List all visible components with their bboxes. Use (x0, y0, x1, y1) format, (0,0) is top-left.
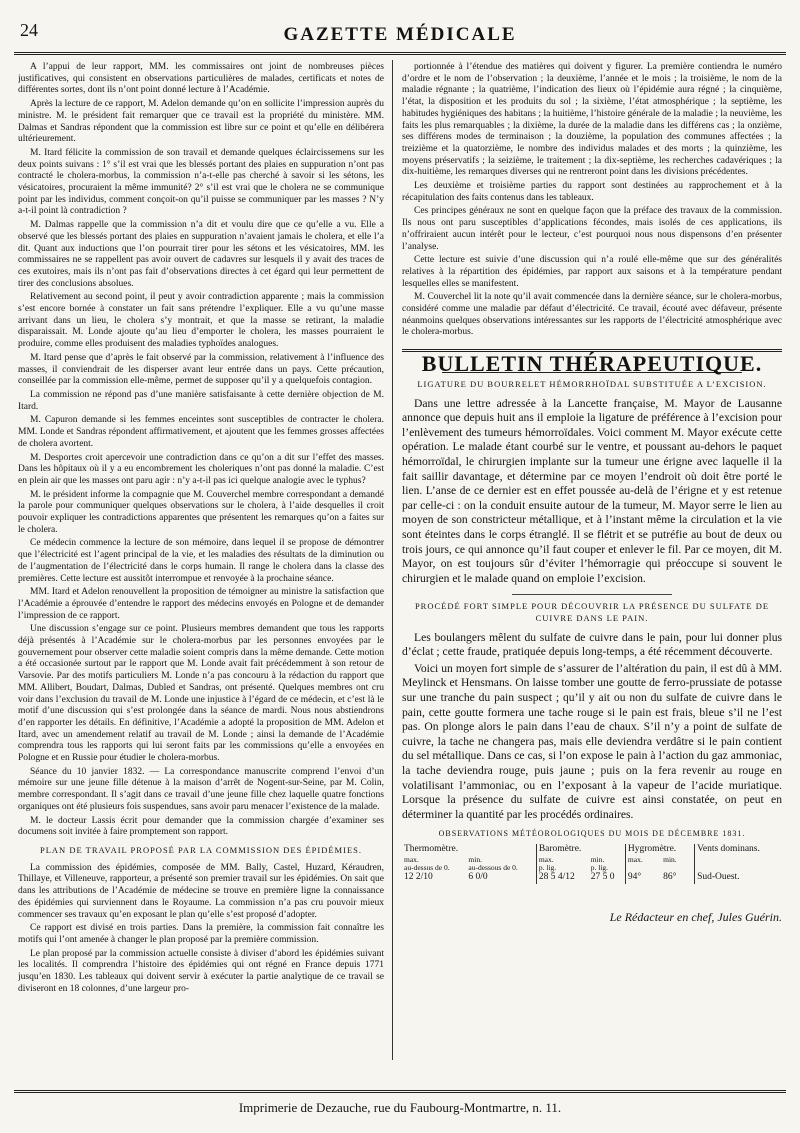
baro-max-label: max. p. lig. (536, 856, 588, 872)
baro-min-label: min. p. lig. (590, 854, 609, 872)
paragraph: M. Desportes croit apercevoir une contradiction dans ce qu’on a dit sur l’effet des masses. Dans les hôpitaux où il y a eu encombrement les choleriques n’ont pas donné la maladie. C’est en plein air que les masses ont paru agir : n’y a-t-il pas ici quelque analogie avec le typhus? (18, 452, 384, 486)
paragraph: M. Couverchel lit la note qu’il avait commencée dans la dernière séance, sur le cholera-morbus, considéré comme une maladie par défaut d’électricité. Ce travail, écouté avec défaveur, présente néanmoins quelques observations intéressantes sur les rapports de l’électricité atmosphérique avec le cholera-morbus. (402, 292, 782, 338)
therm-min-value: 6 0/0 (468, 871, 488, 882)
paragraph: Le plan proposé par la commission actuelle consiste à diviser d’abord les épidémies suivant les localités. Il comprendra l’histoire des épidémies qui ont régné en France depuis 1771 jusqu’en 1830. Les tableaux qui doivent servir à exécuter la partie analytique de ce travail se diviseront en 18 colonnes, d’une largeur pro- (18, 948, 384, 994)
paragraph: Ce médecin commence la lecture de son mémoire, dans lequel il se propose de démontrer que l’électricité est l’agent principal de la vie, et les maladies des résultats de la diminution ou de l’augmentation de l’électricité dans le corps humain. Il range le cholera dans la classe des premières. Cette lecture est aussitôt interrompue et renvoyée à la prochaine séance. (18, 538, 384, 584)
paragraph: Les boulangers mêlent du sulfate de cuivre dans le pain, pour lui donner plus d’éclat ; cette fraude, pratiquée depuis long-temps, a été récemment découverte. (402, 630, 782, 659)
paragraph: MM. Itard et Adelon renouvellent la proposition de témoigner au ministre la satisfaction que l’Académie a éprouvée d’entendre le rapport des médecins envoyés en Pologne et de demander l’impression de ce rapport. (18, 587, 384, 621)
observations-title: OBSERVATIONS MÉTÉOROLOGIQUES DU MOIS DE DÉCEMBRE 1831. (438, 829, 746, 839)
paragraph: M. Dalmas rappelle que la commission n’a dit et voulu dire que ce qu’elle a vu. Elle a observé que les blessés portant des plaies en suppuration n’avaient jamais le cholera, et elle l’a dit. Quant aux inductions que l’on pourrait tirer pour les sétons et les vésicatoires, MM. les commissaires ne se rappellent pas avoir ouvert de cadavres sur lesquels il y avait des traces de ces exutoires, mais ils n’ont pas fait d’observations directes à cet égard qui leur permettent de tirer des conclusions absolues. (18, 220, 384, 289)
bulletin-title: BULLETIN THÉRAPEUTIQUE. (421, 351, 763, 377)
column-divider (392, 60, 393, 1060)
hygro-min-value: 86° (663, 871, 677, 882)
paragraph: Cette lecture est suivie d’une discussion qui n’a roulé elle-même que sur des généralités relatives à la répartition des épidémies, par rapport aux saisons et à la température pendant lesquelles elles se manifestent. (402, 255, 782, 289)
ligature-heading: LIGATURE DU BOURRELET HÉMORRHOÏDAL SUBSTITUÉE A L’EXCISION. (417, 378, 767, 389)
separator-rule (512, 594, 672, 595)
therm-max-value: 12 2/10 (404, 871, 433, 882)
right-column (402, 62, 782, 1062)
weather-table (402, 844, 782, 883)
paragraph: Après la lecture de ce rapport, M. Adelon demande qu’on en sollicite l’impression auprès du ministre. M. le président fait remarquer que ce travail est la propriété du ministère. MM. Dalmas et Sandras répondent que la commission est libre sur ce point et qu’elle en délibérera ultérieurement. (18, 99, 384, 145)
hygro-min-label: min. (663, 854, 677, 864)
paragraph: Ces principes généraux ne sont en quelque façon que la préface des travaux de la commission. Ils nous ont paru susceptibles d’applications fécondes, mais isolés de ces applications, ils n’offriraient aucun intérêt pour le lecteur, c’est pourquoi nous nous dispensons d’en présenter l’analyse. (402, 206, 782, 252)
therm-sub-max: au-dessus de 0. (404, 862, 450, 872)
signature: Le Rédacteur en chef, Jules Guérin. (609, 909, 782, 924)
header-rule (14, 52, 786, 55)
vents-label: Vents dominans. (695, 844, 782, 856)
ligature-text: Dans une lettre adressée à la Lancette française, M. Mayor de Lausanne annonce que depuis huit ans il emploie la ligature de préférence à l’excision pour l’enlèvement des tumeurs hémorroïdales. Voici comment M. Mayor exécute cette opération. Le malade étant courbé sur le ventre, et poussant au-dehors le paquet hémorroïdal, le chirurgien implante sur la tumeur une érigne avec laquelle il la fait saillir davantage, et détermine par ce moyen l’endroit où doit être porté le lien. L’anse de ce dernier est en effet poussée au-delà de l’érigne et y est retenue par celle-ci : on la conduit ensuite autour de la tumeur, M. Mayor serre le lien au moyen de son constricteur métallique, et à l’instant même la circulation et la vie sont éteintes dans le corps étranglé. Il se flétrit et se putréfie au bout de deux ou trois jours, ce qui annonce qu’il faut couper et enlever le fil. Par ce moyen, dit M. Mayor, on est toujours sûr d’éviter l’hémorragie qui préoccupe si souvent le chirurgien et le malade quand on emploie l’excision. (402, 396, 782, 585)
paragraph: M. le président informe la compagnie que M. Couverchel membre correspondant a demandé la parole pour communiquer quelques observations sur le cholera, à l’aide desquelles il croit pouvoir expliquer les contradictions apparentes que présentent les remarques qu’on a faites sur le cholera. (18, 489, 384, 535)
thermometre-label: Thermomètre. (404, 844, 459, 855)
paragraph: M. Capuron demande si les femmes enceintes sont susceptibles de contracter le cholera. MM. Londe et Sandras répondent affirmativement, et ajoutent que les femmes grosses affectées de cholera avortent. (18, 415, 384, 449)
hygro-max-label: max. (625, 856, 661, 872)
hygrometre-label: Hygromètre. (625, 844, 694, 856)
paragraph: La commission ne répond pas d’une manière satisfaisante à cette dernière objection de M. Itard. (18, 389, 384, 412)
left-column (18, 62, 384, 1062)
paragraph: M. le docteur Lassis écrit pour demander que la commission chargée d’examiner ses documens soit invitée à faire promptement son rapport. (18, 815, 384, 838)
baro-min-value: 27 5 0 (590, 871, 615, 882)
page-number: 24 (20, 20, 38, 40)
section-heading-plan: PLAN DE TRAVAIL PROPOSÉ PAR LA COMMISSION DES ÉPIDÉMIES. (40, 845, 362, 855)
paragraph: Ce rapport est divisé en trois parties. Dans la première, la commission fait connaître les motifs qui l’ont amenée à changer le plan proposé par la première commission. (18, 923, 384, 945)
paragraph: Une discussion s’engage sur ce point. Plusieurs membres demandent que tous les rapports déjà présentés à l’Académie sur le cholera-morbus par les personnes envoyées par le gouvernement pour observer cette maladie soient compris dans la même demande. Cette motion a été occasionée surtout par le rapport que M. Londe avait fait précédemment à son retour de Varsovie. Par des motifs particuliers M. Londe n’a pas concouru à la rédaction du rapport que MM. Allibert, Boudart, Dalmas, Dubled et Sandras, ont présenté. Quelques membres ont cru voir dans l’exclusion du travail de M. Londe une injustice à l’égard de ce médecin, et c’est là le motif d’une discussion qui s’est prolongée dans la séance de mardi. Nous nous abstiendrons d’en rapporter les détails. En définitive, l’Académie a adopté la proposition de MM. Adelon et Itard, avec un amendement relatif au travail de M. Londe ; ainsi la demande de l’Académie comprendra tous les rapports qui lui seront faits par les commissions qu’elle a envoyées en Pologne et en Russie pour étudier le cholera-morbus. (18, 624, 384, 764)
vents-value: Sud-Ouest. (695, 872, 782, 884)
paragraph: Séance du 10 janvier 1832. — La correspondance manuscrite comprend l’envoi d’un mémoire sur une jeune fille détenue à la maison d’arrêt de Nogent-sur-Seine, par M. Colin, membre correspondant. Il s’agit dans ce travail d’une jeune fille chez laquelle quatre fonctions organiques ont été plusieurs fois suspendues, sans avoir paru menacer l’existence de la malade. (18, 766, 384, 812)
hygro-max-value: 94° (625, 872, 661, 884)
paragraph: La commission des épidémies, composée de MM. Bally, Castel, Huzard, Kéraudren, Thillaye, et Villeneuve, rapporteur, a présenté son premier travail sur les épidémies. On sait que dans les attributions de l’Académie de médecine se trouve en première ligne la connaissance des épidémies qui surviennent dans le Royaume. La commission n’a pas cru pouvoir mieux commencer ses travaux qu’en exposant le plan qu’elle s’est proposé d’adopter. (18, 862, 384, 920)
imprint: Imprimerie de Dezauche, rue du Faubourg-Montmartre, n. 11. (238, 1100, 562, 1115)
paragraph: portionnée à l’étendue des matières qui doivent y figurer. La première contiendra le numéro d’ordre et le nom de l’observation ; la deuxième, l’année et le mois ; la troisième, le nom de la maladie régnante ; la quatrième, l’indication des lieux où l’épidémie aura régné ; la cinquième, l’état, la disposition et les produits du sol ; la sixième, l’état atmosphérique ; la septième, les habitudes hygiéniques des habitans ; la huitième, l’histoire générale de la maladie ; la neuvième, les faits les plus remarquables ; la dixième, la durée de la maladie dans les différens cas ; la onzième, ses différens modes de terminaison ; la douzième, la population des communes affectées ; la treizième et la quatorzième, le nombre des individus malades et des morts ; la quinzième, les moyens préservatifs ; la seizième, le traitement ; la dix-septième, les recherches cadavériques ; la dix-huitième, les remarques diverses qui ne rentreront point dans les divisions précédentes. (402, 62, 782, 178)
therm-max-label: max. au-dessus de 0. (404, 854, 450, 872)
paragraph: M. Itard félicite la commission de son travail et demande quelques éclaircissemens sur les deux points suivans : 1° s’il est vrai que les blessés portant des plaies en suppuration n’ont pas contracté le cholera-morbus, la commission n’a-t-elle pas cherché à savoir si les sétons, les vésicatoires, procuraient la même immunité? 2° s’il est vrai que le cholera ne se communique point par les individus, comment conçoit-on qu’il puisse se communiquer par les masses ? N’y a-t-il point là contradiction ? (18, 147, 384, 217)
barometre-label: Baromètre. (536, 844, 625, 856)
paragraph: Voici un moyen fort simple de s’assurer de l’altération du pain, il est dû à MM. Meylinck et Hensmans. On laisse tomber une goutte de ferro-prussiate de potasse sur une tranche du pain suspect ; qu’il y ait ou non du sulfate de cuivre dans le pain, cette goutte formera une tache rouge si le pain est frais, bleue s’il ne l’est pas. On plonge alors le pain dans l’eau de chaux. S’il n’y a point de sulfate de cuivre, la tache ne changera pas, mais elle deviendra verdâtre si le pain contient du sel métallique. Dans ce cas, si l’on expose le pain à l’action du gaz ammoniac, la tache deviendra rouge, puis jaune ; puis on la fera revenir au rouge en volatilisant l’ammoniac, ou en l’exposant à la vapeur de l’acide muriatique. Lorsque la présence du sulfate de cuivre est ainsi constatée, on peut en déterminer la quantité par les procédés ordinaires. (402, 661, 782, 821)
footer-rule (14, 1090, 786, 1093)
therm-min-label: min. au-dessous de 0. (468, 854, 518, 872)
paragraph: M. Itard pense que d’après le fait observé par la commission, relativement à l’influence des masses, il conviendrait de les disperser avant leur entrée dans un pays. Cette précaution, conseillée par la commission elle-même, permet de supposer qu’il y a quelquefois contagion. (18, 352, 384, 387)
paragraph: A l’appui de leur rapport, MM. les commissaires ont joint de nombreuses pièces justificatives, qui consistent en observations particulières de malades, certificats et notes de différentes sortes, dont ils n’ont point donné lecture à l’Académie. (18, 62, 384, 96)
therm-sub-min: au-dessous de 0. (468, 862, 518, 872)
baro-max-value: 28 5 4/12 (536, 872, 588, 884)
paragraph: Relativement au second point, il peut y avoir contradiction apparente ; mais la commission s’est encore bornée à constater un fait sans prétendre l’expliquer. Elle a vu qu’une masse arrivant dans un lieu, le cholera s’y montrait, et que la masse se retirant, la maladie disparaissait. M. Londe ajoute qu’au lieu d’emporter le cholera, les masses pourraient le produire, comme elles produisent des maladies typhoïdes analogues. (18, 292, 384, 350)
paragraph: Les deuxième et troisième parties du rapport sont destinées au rapprochement et à la récapitulation des faits contenus dans les tableaux. (402, 181, 782, 203)
journal-title: GAZETTE MÉDICALE (283, 24, 517, 45)
page-header (14, 14, 786, 54)
procede-heading: PROCÉDÉ FORT SIMPLE POUR DÉCOUVRIR LA PRÉSENCE DU SULFATE DE CUIVRE DANS LE PAIN. (414, 601, 770, 623)
